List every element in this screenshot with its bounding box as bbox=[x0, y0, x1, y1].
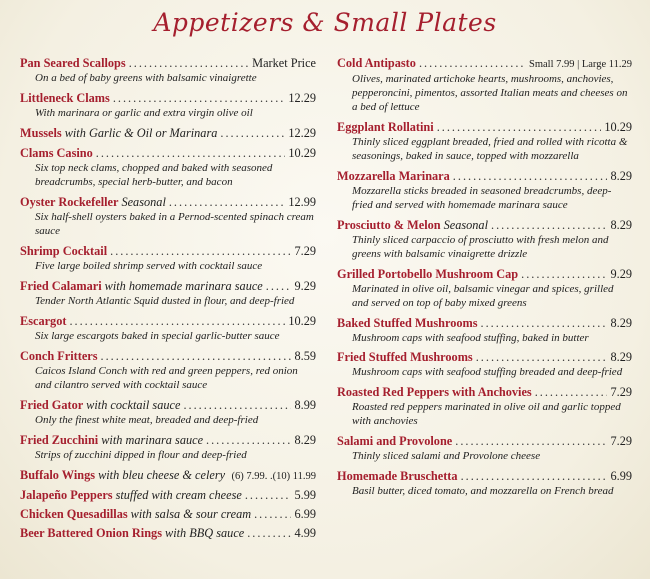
item-price: Small 7.99 | Large 11.29 bbox=[528, 59, 632, 70]
item-name: Fried Calamari bbox=[20, 279, 102, 293]
item-description: Tender North Atlantic Squid dusted in flour, and deep-fried bbox=[35, 295, 295, 307]
dot-leader bbox=[101, 349, 292, 364]
item-description: Mushroom caps with seafood stuffing, baked in butter bbox=[352, 332, 589, 344]
item-description: Mozzarella sticks breaded in seasoned breadcrumbs, deep-fried and served with homemade marinara sauce bbox=[352, 185, 612, 211]
item-qualifier: with salsa & sour cream bbox=[130, 507, 252, 521]
dot-leader bbox=[437, 120, 602, 135]
item-name: Mozzarella Marinara bbox=[337, 169, 450, 183]
menu-item-header bbox=[337, 385, 632, 400]
item-qualifier: with cocktail sauce bbox=[86, 398, 181, 412]
item-name: Beer Battered Onion Rings bbox=[20, 526, 162, 540]
page-title: Appetizers & Small Plates bbox=[153, 8, 497, 37]
item-name: Mussels bbox=[20, 126, 62, 140]
item-price: 8.29 bbox=[610, 350, 632, 364]
item-description: Thinly sliced eggplant breaded, fried and rolled with ricotta & seasonings, baked in sauce, topped with mozzarella bbox=[352, 136, 628, 162]
item-price: 7.29 bbox=[610, 434, 632, 448]
item-description: On a bed of baby greens with balsamic vinaigrette bbox=[35, 72, 257, 84]
item-description: Caicos Island Conch with red and green peppers, red onion and cilantro served with cocktail sauce bbox=[35, 365, 298, 391]
item-description: Only the finest white meat, breaded and deep-fried bbox=[35, 414, 259, 426]
dot-leader bbox=[535, 385, 608, 400]
item-description: Five large boiled shrimp served with cocktail sauce bbox=[35, 260, 263, 272]
item-price: 6.99 bbox=[610, 469, 632, 483]
menu-item-header bbox=[20, 314, 316, 329]
item-qualifier: with homemade marinara sauce bbox=[104, 279, 263, 293]
menu-item bbox=[20, 56, 316, 85]
dot-leader bbox=[220, 126, 285, 141]
dot-leader bbox=[113, 91, 286, 106]
item-qualifier: stuffed with cream cheese bbox=[115, 488, 242, 502]
dot-leader bbox=[521, 267, 607, 282]
menu-item bbox=[20, 279, 316, 308]
item-price: 10.29 bbox=[604, 120, 632, 134]
dot-leader bbox=[169, 195, 285, 210]
menu-item-header bbox=[20, 279, 316, 294]
dot-leader bbox=[491, 218, 607, 233]
dot-leader bbox=[266, 279, 292, 294]
item-name: Prosciutto & Melon bbox=[337, 218, 441, 232]
item-name: Fried Stuffed Mushrooms bbox=[337, 350, 473, 364]
menu-item-header bbox=[337, 169, 632, 184]
menu-item-header bbox=[20, 126, 316, 141]
menu-item bbox=[337, 267, 632, 310]
menu-item-header bbox=[337, 120, 632, 135]
menu-item-header bbox=[337, 267, 632, 282]
item-name: Roasted Red Peppers with Anchovies bbox=[337, 385, 532, 399]
item-qualifier: Seasonal bbox=[121, 195, 166, 209]
right-column bbox=[337, 56, 632, 504]
item-description: Basil butter, diced tomato, and mozzarella on French bread bbox=[352, 485, 614, 497]
item-description: Six large escargots baked in special garlic-butter sauce bbox=[35, 330, 280, 342]
item-name: Escargot bbox=[20, 314, 67, 328]
dot-leader bbox=[461, 469, 608, 484]
menu-item bbox=[337, 120, 632, 163]
item-name: Littleneck Clams bbox=[20, 91, 110, 105]
menu-item bbox=[337, 218, 632, 261]
item-qualifier: with Garlic & Oil or Marinara bbox=[64, 126, 218, 140]
item-price: (6) 7.99. .(10) 11.99 bbox=[231, 471, 316, 482]
item-price: 8.29 bbox=[610, 316, 632, 330]
item-price: 7.29 bbox=[610, 385, 632, 399]
dot-leader bbox=[110, 244, 291, 259]
menu-item bbox=[337, 434, 632, 463]
dot-leader bbox=[476, 350, 608, 365]
item-description: Mushroom caps with seafood stuffing breaded and deep-fried bbox=[352, 366, 623, 378]
menu-item-header bbox=[337, 434, 632, 449]
item-name: Grilled Portobello Mushroom Cap bbox=[337, 267, 519, 281]
menu-item-header bbox=[20, 146, 316, 161]
dot-leader bbox=[245, 488, 292, 503]
menu-item-header bbox=[20, 488, 316, 503]
item-price: 12.29 bbox=[288, 91, 316, 105]
menu-item-header bbox=[337, 469, 632, 484]
item-name: Jalapeño Peppers bbox=[20, 488, 113, 502]
item-name: Fried Zucchini bbox=[20, 433, 99, 447]
menu-item bbox=[337, 385, 632, 428]
item-description: Thinly sliced carpaccio of prosciutto with fresh melon and greens with balsamic vinaigrette drizzle bbox=[352, 234, 609, 260]
menu-item bbox=[20, 507, 316, 522]
menu-item-header bbox=[337, 316, 632, 331]
item-name: Fried Gator bbox=[20, 398, 84, 412]
item-description: With marinara or garlic and extra virgin olive oil bbox=[35, 107, 253, 119]
item-name: Pan Seared Scallops bbox=[20, 56, 126, 70]
item-description: Marinated in olive oil, balsamic vinegar and spices, grilled and served on top of baby mixed greens bbox=[352, 283, 614, 309]
menu-item bbox=[20, 195, 316, 238]
item-price: 10.29 bbox=[288, 314, 316, 328]
item-price: 10.29 bbox=[288, 146, 316, 160]
menu-item-header bbox=[20, 244, 316, 259]
menu-item-header bbox=[20, 398, 316, 413]
menu-item-header bbox=[20, 349, 316, 364]
menu-item-header bbox=[20, 195, 316, 210]
item-qualifier: with bleu cheese & celery bbox=[98, 468, 226, 482]
item-price: 12.99 bbox=[288, 195, 316, 209]
menu-item bbox=[20, 433, 316, 462]
item-price: 6.99 bbox=[294, 507, 316, 521]
item-description: Thinly sliced salami and Provolone cheese bbox=[352, 450, 541, 462]
menu-item bbox=[337, 56, 632, 114]
item-price: 4.99 bbox=[294, 526, 316, 540]
item-name: Homemade Bruschetta bbox=[337, 469, 458, 483]
dot-leader bbox=[481, 316, 608, 331]
dot-leader bbox=[129, 56, 249, 71]
menu-item-header bbox=[20, 433, 316, 448]
left-column bbox=[20, 56, 316, 545]
menu-item bbox=[337, 469, 632, 498]
item-name: Clams Casino bbox=[20, 146, 93, 160]
menu-item bbox=[20, 526, 316, 541]
menu-item bbox=[20, 126, 316, 141]
item-price: 8.29 bbox=[610, 169, 632, 183]
item-qualifier: Seasonal bbox=[443, 218, 488, 232]
item-price: 8.99 bbox=[294, 398, 316, 412]
menu-item-header bbox=[337, 218, 632, 233]
item-name: Salami and Provolone bbox=[337, 434, 453, 448]
dot-leader bbox=[453, 169, 608, 184]
menu-item bbox=[337, 316, 632, 345]
menu-item-header bbox=[20, 91, 316, 106]
dot-leader bbox=[254, 507, 291, 522]
item-name: Baked Stuffed Mushrooms bbox=[337, 316, 478, 330]
menu-item-header bbox=[20, 468, 316, 484]
item-price: 9.29 bbox=[610, 267, 632, 281]
dot-leader bbox=[183, 398, 291, 413]
item-price: 8.29 bbox=[294, 433, 316, 447]
item-description: Olives, marinated artichoke hearts, mushrooms, anchovies, pepperoncini, pimentos, assorted Italian meats and cheeses on a bed of lettuce bbox=[352, 73, 628, 113]
item-description: Six top neck clams, chopped and baked with seasoned breadcrumbs, special herb-butter, and bacon bbox=[35, 162, 273, 188]
item-price: Market Price bbox=[252, 56, 316, 70]
item-name: Eggplant Rollatini bbox=[337, 120, 434, 134]
dot-leader bbox=[247, 526, 291, 541]
item-name: Cold Antipasto bbox=[337, 56, 416, 70]
menu-item bbox=[20, 349, 316, 392]
item-qualifier: with marinara sauce bbox=[101, 433, 204, 447]
item-description: Roasted red peppers marinated in olive oil and garlic topped with anchovies bbox=[352, 401, 621, 427]
menu-item bbox=[20, 91, 316, 120]
item-price: 8.59 bbox=[294, 349, 316, 363]
item-name: Buffalo Wings bbox=[20, 468, 96, 482]
item-price: 8.29 bbox=[610, 218, 632, 232]
item-description: Six half-shell oysters baked in a Pernod-scented spinach cream sauce bbox=[35, 211, 314, 237]
dot-leader bbox=[69, 314, 285, 329]
dot-leader bbox=[206, 433, 291, 448]
item-name: Chicken Quesadillas bbox=[20, 507, 128, 521]
item-name: Conch Fritters bbox=[20, 349, 98, 363]
menu-item bbox=[20, 146, 316, 189]
menu-item bbox=[337, 169, 632, 212]
dot-leader bbox=[455, 434, 607, 449]
menu-item-header bbox=[337, 350, 632, 365]
item-name: Oyster Rockefeller bbox=[20, 195, 119, 209]
menu-item-header bbox=[20, 507, 316, 522]
menu-item bbox=[337, 350, 632, 379]
dot-leader bbox=[96, 146, 286, 161]
menu-item bbox=[20, 398, 316, 427]
dot-leader bbox=[419, 56, 526, 71]
menu-item bbox=[20, 314, 316, 343]
item-price: 7.29 bbox=[294, 244, 316, 258]
item-name: Shrimp Cocktail bbox=[20, 244, 108, 258]
menu-item bbox=[20, 488, 316, 503]
menu-item bbox=[20, 468, 316, 484]
menu-item bbox=[20, 244, 316, 273]
item-description: Strips of zucchini dipped in flour and deep-fried bbox=[35, 449, 247, 461]
menu-item-header bbox=[20, 526, 316, 541]
item-price: 12.29 bbox=[288, 126, 316, 140]
item-price: 5.99 bbox=[294, 488, 316, 502]
menu-item-header bbox=[20, 56, 316, 71]
item-price: 9.29 bbox=[294, 279, 316, 293]
menu-item-header bbox=[337, 56, 632, 72]
item-qualifier: with BBQ sauce bbox=[165, 526, 245, 540]
